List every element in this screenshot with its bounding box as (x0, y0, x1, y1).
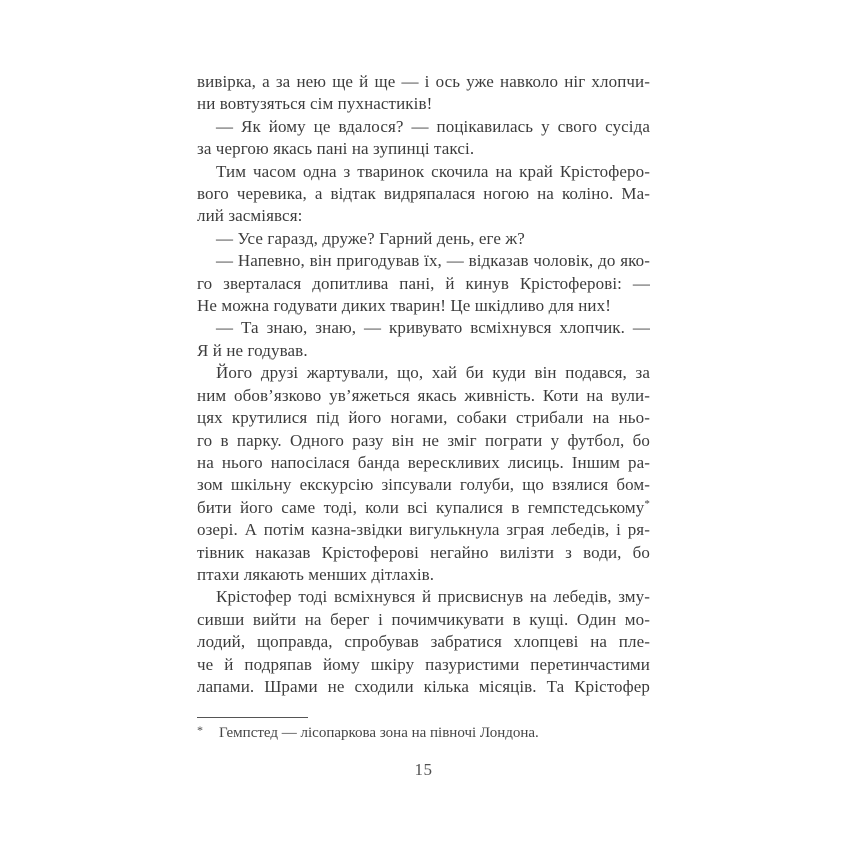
text-line: Я й не годував. (197, 340, 308, 360)
text-line: озері. А потім казна-звідки вигулькнула зграя лебедів, і ря- (197, 520, 650, 540)
footnote (197, 723, 650, 743)
text-line: го зверталася допитлива пані, й кинув Крістоферові: — (197, 273, 650, 293)
text-line: лодий, щоправда, спробував забратися хлопцеві на пле- (197, 632, 650, 652)
text-line: вивірка, а за нею ще й ще — і ось уже навколо ніг хлопчи- (197, 72, 650, 91)
text-line: Тим часом одна з тваринок скочила на край Крістоферо- (216, 161, 650, 181)
page-text (197, 71, 650, 698)
text-line: за чергою якась пані на зупинці таксі. (197, 139, 475, 159)
page-number: 15 (414, 760, 433, 779)
text-line: — Як йому це вдалося? — поцікавилась у свого сусіда (216, 116, 650, 136)
text-line: Крістофер тоді всміхнувся й присвиснув на лебедів, зму- (216, 587, 650, 607)
text-line: — Усе гаразд, друже? Гарний день, еге ж? (216, 228, 525, 248)
text-line: цях крутилися під його ногами, собаки стрибали на ньо- (197, 408, 650, 428)
text-line: на нього напосілася банда верескливих лисиць. Іншим ра- (197, 452, 650, 472)
footnote-divider (197, 717, 308, 718)
text-line: ним обов’язково ув’яжеться якась живність. Коти на вули- (197, 385, 650, 405)
footnote-text: Гемпстед — лісопаркова зона на півночі Лондона. (219, 725, 539, 741)
footnote-reference-mark: * (644, 497, 650, 510)
text-line: — Та знаю, знаю, — кривувато всміхнувся хлопчик. — (216, 318, 650, 338)
text-line: Не можна годувати диких тварин! Це шкідливо для них! (197, 296, 611, 316)
text-line: тівник наказав Крістоферові негайно вилізти з води, бо (197, 542, 650, 562)
text-line: — Напевно, він пригодував їх, — відказав чоловік, до яко- (216, 251, 650, 271)
text-line: птахи лякають менших дітлахів. (197, 564, 435, 584)
text-line: вого черевика, а відтак видряпалася ногою на коліно. Ма- (197, 184, 650, 204)
text-line: Його друзі жартували, що, хай би куди він подався, за (216, 363, 650, 383)
text-line: зом шкільну екскурсію зіпсували голуби, що взялися бом- (197, 475, 650, 495)
text-line: лапами. Шрами не сходили кілька місяців. Та Крістофер (197, 676, 650, 696)
text-line: лий засміявся: (197, 206, 303, 226)
text-line: бити його саме тоді, коли всі купалися в гемпстедському* (197, 497, 650, 517)
text-line: ни вовтузяться сім пухнастиків! (197, 94, 433, 114)
text-line: сивши вийти на берег і почимчикувати в кущі. Один мо- (197, 609, 650, 629)
footnote-marker: * (197, 723, 203, 737)
text-line: че й подряпав йому шкіру пазуристими перетинчастими (197, 654, 650, 674)
text-line: го в парку. Одного разу він не зміг пограти у футбол, бо (197, 430, 650, 450)
